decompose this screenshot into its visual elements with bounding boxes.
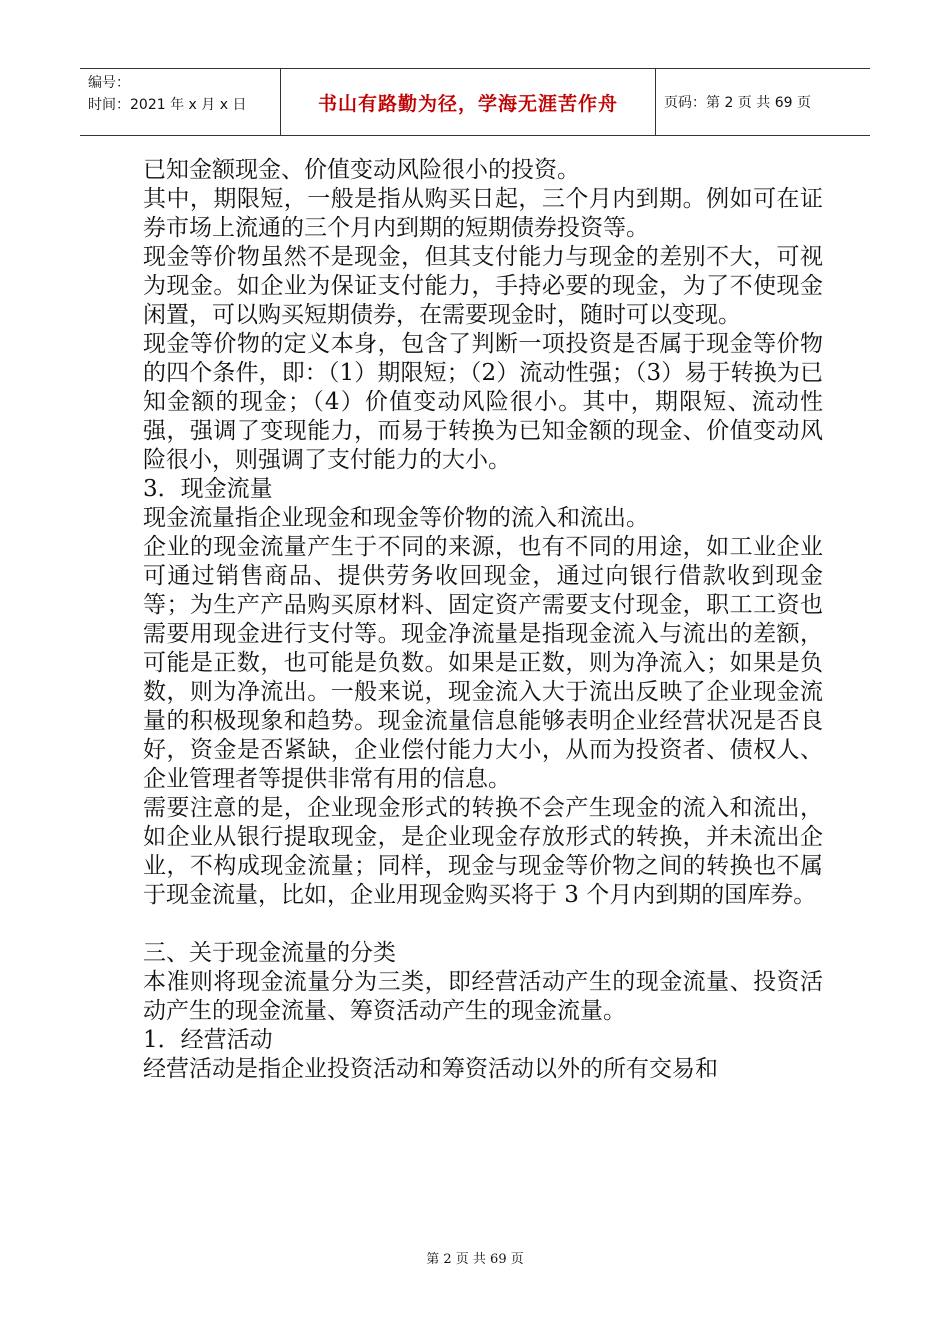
paragraph: 已知金额现金、价值变动风险很小的投资。 xyxy=(143,157,580,183)
paragraph: 其中，期限短，一般是指从购买日起，三个月内到期。例如可在证券市场上流通的三个月内到期的短期债券投资等。 xyxy=(143,186,823,241)
paragraph: 现金等价物虽然不是现金，但其支付能力与现金的差别不大，可视为现金。如企业为保证支付能力，手持必要的现金，为了不使现金闲置，可以购买短期债券，在需要现金时，随时可以变现。 xyxy=(143,244,823,328)
paragraph: 现金等价物的定义本身，包含了判断一项投资是否属于现金等价物的四个条件，即：（1）期限短；（2）流动性强；（3）易于转换为已知金额的现金；（4）价值变动风险很小。其中，期限短、流动性强，强调了变现能力，而易于转换为已知金额的现金、价值变动风险很小，则强调了支付能力的大小。 xyxy=(143,331,823,473)
section-heading: 3．现金流量 xyxy=(143,476,273,502)
document-body xyxy=(143,156,823,1084)
paragraph: 本准则将现金流量分为三类，即经营活动产生的现金流量、投资活动产生的现金流量、筹资活动产生的现金流量。 xyxy=(143,969,823,1024)
header-page-info: 页码：第 2 页 共 69 页 xyxy=(664,95,811,111)
paragraph: 现金流量指企业现金和现金等价物的流入和流出。 xyxy=(143,505,649,531)
header-motto: 书山有路勤为径，学海无涯苦作舟 xyxy=(281,69,656,135)
paragraph: 经营活动是指企业投资活动和筹资活动以外的所有交易和 xyxy=(143,1056,718,1082)
blank-line xyxy=(143,910,823,939)
paragraph: 需要注意的是，企业现金形式的转换不会产生现金的流入和流出，如企业从银行提取现金，是企业现金存放形式的转换，并未流出企业，不构成现金流量；同样，现金与现金等价物之间的转换也不属于现金流量，比如，企业用现金购买将于 3 个月内到期的国库券。 xyxy=(143,795,823,908)
paragraph: 企业的现金流量产生于不同的来源，也有不同的用途，如工业企业可通过销售商品、提供劳务收回现金，通过向银行借款收到现金等；为生产产品购买原材料、固定资产需要支付现金，职工工资也需要用现金进行支付等。现金净流量是指现金流入与流出的差额，可能是正数，也可能是负数。如果是正数，则为净流入；如果是负数，则为净流出。一般来说，现金流入大于流出反映了企业现金流量的积极现象和趋势。现金流量信息能够表明企业经营状况是否良好，资金是否紧缺，企业偿付能力大小，从而为投资者、债权人、企业管理者等提供非常有用的信息。 xyxy=(143,534,823,792)
document-date-label: 时间：2021 年 x 月 x 日 xyxy=(88,97,247,113)
section-heading: 1．经营活动 xyxy=(143,1027,273,1053)
chapter-heading: 三、关于现金流量的分类 xyxy=(143,940,396,966)
header-meta xyxy=(80,69,281,135)
page-header xyxy=(80,68,870,136)
document-number-label: 编号： xyxy=(88,75,130,91)
page-footer: 第 2 页 共 69 页 xyxy=(426,1252,524,1267)
